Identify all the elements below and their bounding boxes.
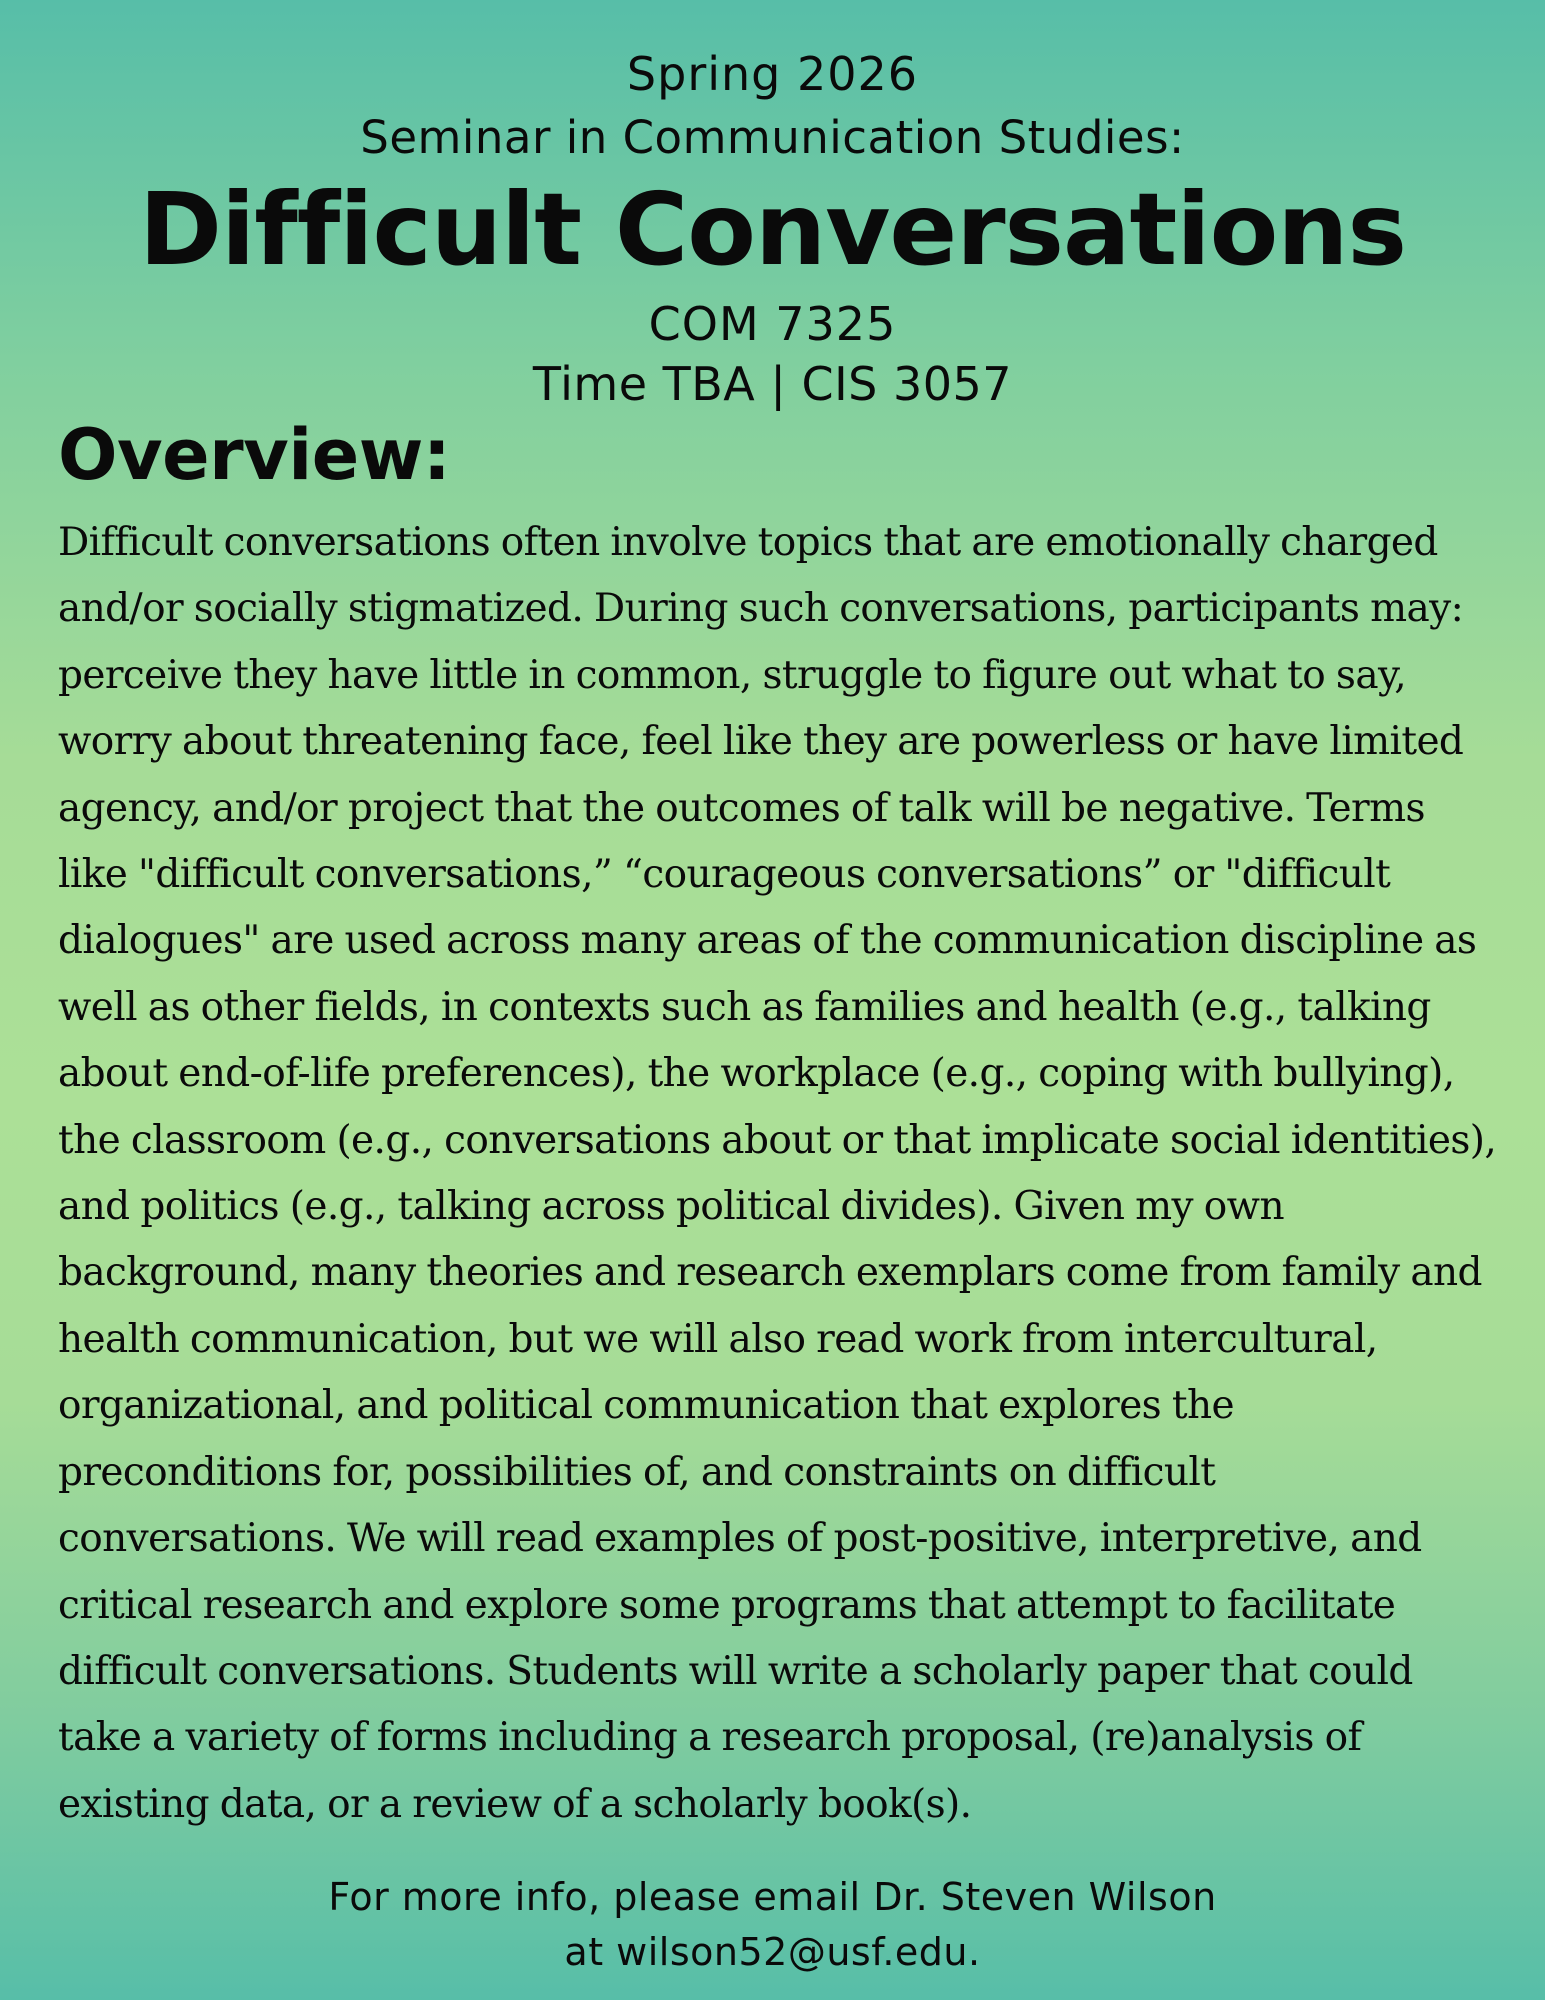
overview-heading: Overview: [58,414,451,496]
course-code: COM 7325 [648,297,897,351]
seminar-series-label: Seminar in Communication Studies: [360,111,1185,164]
course-title: Difficult Conversations [138,171,1407,288]
contact-email-line: at wilson52@usf.edu. [564,1930,981,1974]
term-label: Spring 2026 [626,47,919,101]
time-location: Time TBA | CIS 3057 [532,357,1013,411]
overview-body: Difficult conversations often involve topics that are emotionally charged and/or socially stigmatized. During such conversations, participants may: perceive they have little in common, struggle to figure out what to say, worry about threatening face, feel like they are powerless or have limited agency, and/or project that the outcomes of talk will be negative. Terms like "difficult conversations,” “courageous conversations” or "difficult dialogues" are used across many areas of the communication discipline as well as other fields, in contexts such as families and health (e.g., talking about end-of-life preferences), the workplace (e.g., coping with bullying), the classroom (e.g., conversations about or that implicate social identities), and politics (e.g., talking across political divides). Given my own background, many theories and research exemplars come from family and health communication, but we will also read work from intercultural, organizational, and political communication that explores the preconditions for, possibilities of, and constraints on difficult conversations. We will read examples of post-positive, interpretive, and critical research and explore some programs that attempt to facilitate difficult conversations. Students will write a scholarly paper that could take a variety of forms including a research proposal, (re)analysis of existing data, or a review of a scholarly book(s). [58,520,1497,1827]
contact-info-line: For more info, please email Dr. Steven Wilson [328,1875,1217,1919]
